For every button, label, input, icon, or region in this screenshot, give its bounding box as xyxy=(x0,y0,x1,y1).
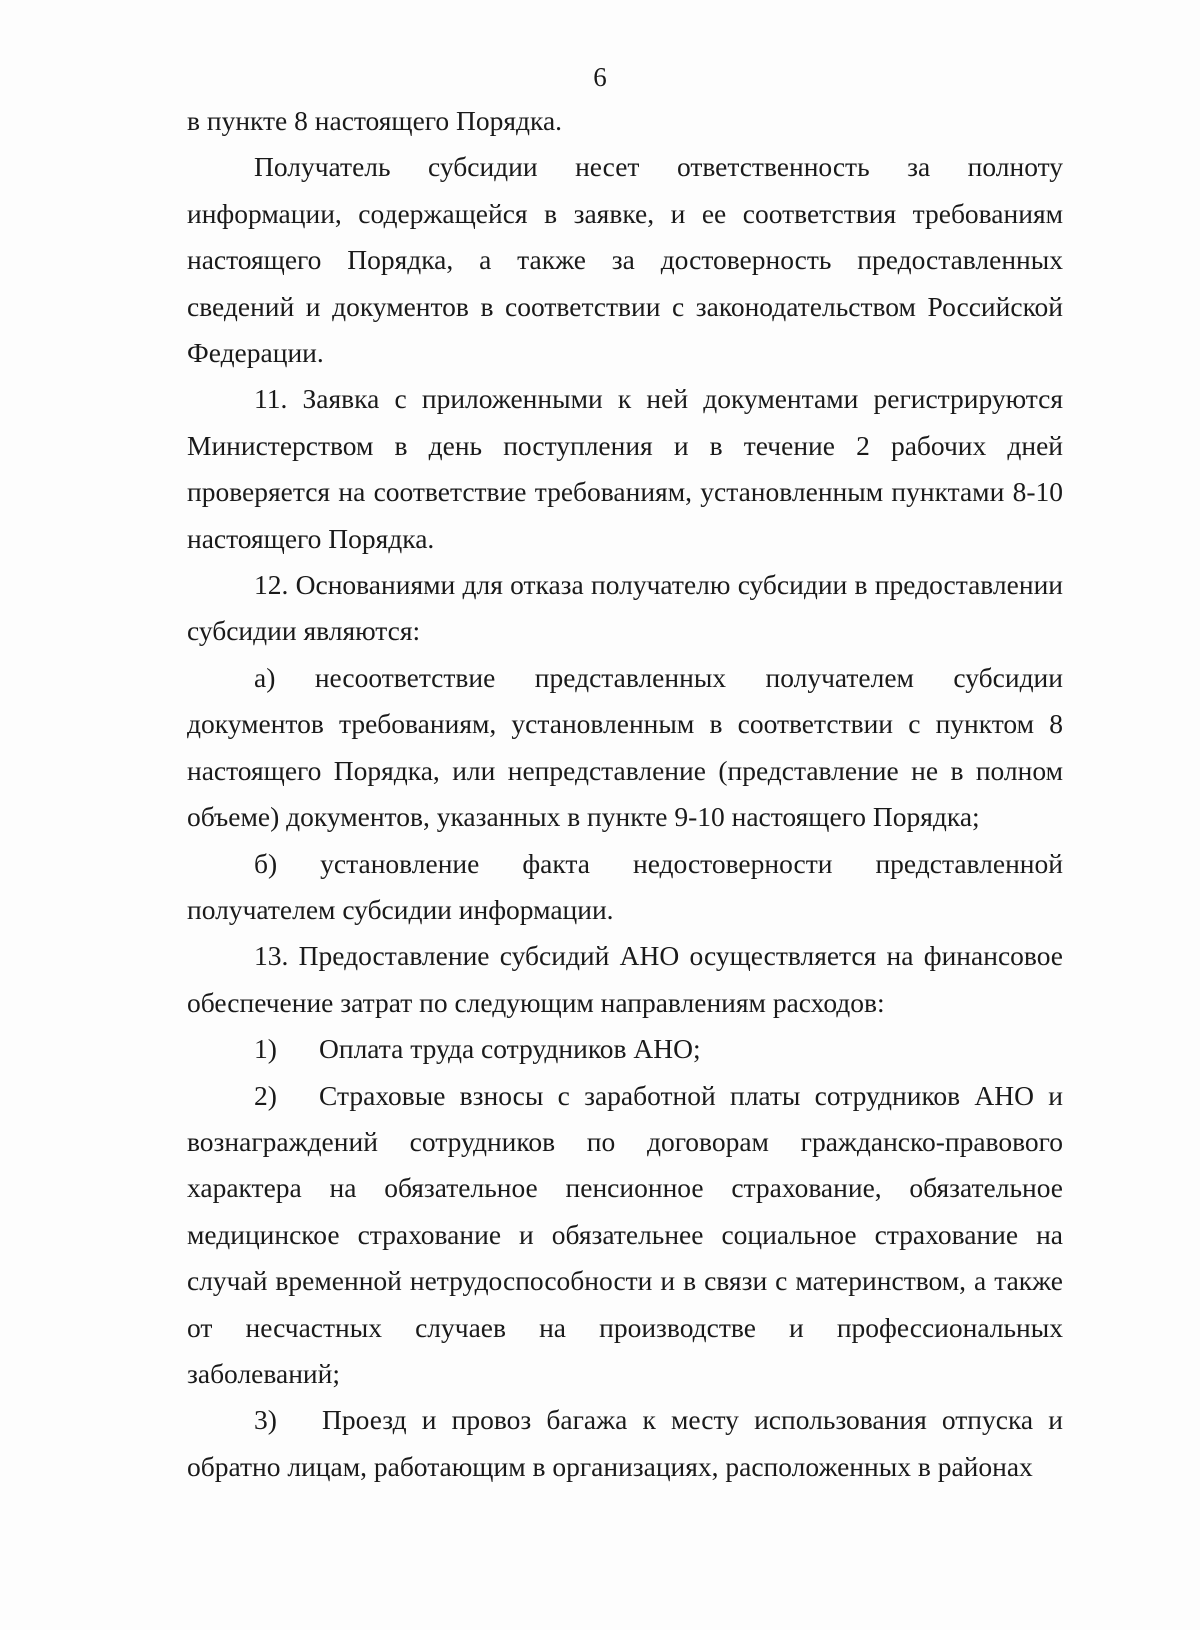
paragraph-responsibility: Получатель субсидии несет ответственность за полноту информации, содержащейся в заявке, и ее соответствия требованиям настоящего Порядка, а также за достоверность предоставленных сведений и документов в соответствии с законодательством Российской Федерации. xyxy=(187,151,1063,369)
paragraph-12: 12. Основаниями для отказа получателю субсидии в предоставлении субсидии являются: xyxy=(187,569,1063,647)
list-item xyxy=(187,1026,1063,1072)
list-item xyxy=(187,1073,1063,1398)
page-number: 6 xyxy=(593,62,607,92)
list-item-number: 3) xyxy=(254,1404,277,1436)
document-body xyxy=(187,98,1063,1490)
list-item xyxy=(187,1397,1063,1490)
list-item-text: Проезд и провоз багажа к месту использования отпуска и обратно лицам, работающим в организациях, расположенных в районах xyxy=(187,1404,1063,1482)
list-item-text: Страховые взносы с заработной платы сотрудников АНО и вознаграждений сотрудников по договорам гражданско-правового характера на обязательное пенсионное страхование, обязательное медицинское страхование и обязательнее социальное страхование на случай временной нетрудоспособности и в связи с материнством, а также от несчастных случаев на производстве и профессиональных заболеваний; xyxy=(187,1079,1063,1389)
list-item-number: 2) xyxy=(254,1079,277,1111)
paragraph-continuation: в пункте 8 настоящего Порядка. xyxy=(187,105,563,136)
paragraph-13: 13. Предоставление субсидий АНО осуществляется на финансовое обеспечение затрат по следующим направлениям расходов: xyxy=(187,940,1063,1018)
paragraph-12-b: б) установление факта недостоверности представленной получателем субсидии информации. xyxy=(187,847,1063,925)
list-item-text: Оплата труда сотрудников АНО; xyxy=(319,1033,701,1065)
paragraph-11: 11. Заявка с приложенными к ней документами регистрируются Министерством в день поступления и в течение 2 рабочих дней проверяется на соответствие требованиям, установленным пунктами 8-10 настоящего Порядка. xyxy=(187,383,1063,554)
list-item-number: 1) xyxy=(254,1033,277,1065)
paragraph-12-a: а) несоответствие представленных получателем субсидии документов требованиям, установленным в соответствии с пунктом 8 настоящего Порядка, или непредставление (представление не в полном объеме) документов, указанных в пункте 9-10 настоящего Порядка; xyxy=(187,661,1063,833)
